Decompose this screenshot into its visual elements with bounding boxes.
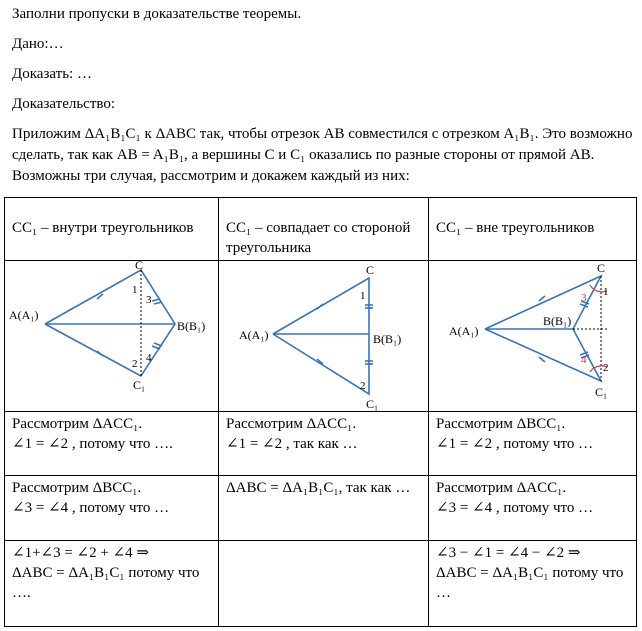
case2-header-cell [219, 198, 429, 261]
fig1-tick [154, 302, 162, 304]
fig3-tick [539, 296, 545, 301]
fig1-label-b: B(B₁) [177, 319, 206, 333]
fig1-outline [45, 270, 175, 376]
case2-header: CC₁ – совпадает со стороной треугольника [226, 220, 411, 256]
case3-header-cell [429, 198, 637, 261]
case1-figure-cell [5, 261, 219, 412]
case1-step1: Рассмотрим ΔACC₁. ∠1 = ∠2 , потому что …. [12, 416, 173, 452]
given-line: Дано:… [12, 36, 64, 52]
fig1-label-c: C [135, 261, 144, 272]
proof-intro: Приложим ΔA₁B₁C₁ к ΔABC так, чтобы отрезок AB совместился с отрезком A₁B₁. Это возможно сделать, так как AB = A₁B₁, а вершины C и C₁ оказались по разные стороны от прямой AB. Возможны три случая, рассмотрим и докажем каждый из них: [12, 126, 633, 184]
case3-step2-cell [429, 476, 637, 541]
fig1-angle-4: 4 [146, 352, 152, 364]
case2-step2: ΔABC = ΔA₁B₁C₁, так как … [226, 480, 411, 496]
figure-case1 [5, 261, 217, 411]
fig2-tick [317, 304, 323, 309]
case2-step3-cell [219, 541, 429, 627]
case3-step1-cell [429, 412, 637, 476]
fig1-angle-3: 3 [146, 294, 152, 306]
case3-step3: ∠3 − ∠1 = ∠4 − ∠2 ⇒ ΔABC = ΔA₁B₁C₁ потому что … [436, 545, 624, 601]
fig2-outline [273, 278, 369, 394]
fig3-label-b: B(B₁) [543, 314, 572, 328]
case2-figure-cell [219, 261, 429, 412]
case1-step2-cell [5, 476, 219, 541]
fig3-label-c1: C₁ [595, 385, 608, 399]
fig1-label-c1: C₁ [133, 378, 146, 392]
fig1-tick [152, 299, 160, 301]
fig3-label-a: A(A₁) [449, 324, 479, 338]
fig2-label-c: C [366, 263, 375, 277]
case2-step3 [219, 541, 428, 543]
fig3-angle-1: 1 [603, 286, 609, 298]
fig2-label-a: A(A₁) [239, 328, 269, 342]
figure-case2 [219, 261, 427, 411]
case3-step3-cell [429, 541, 637, 627]
case2-step2-cell [219, 476, 429, 541]
case1-step3: ∠1+∠3 = ∠2 + ∠4 ⇒ ΔABC = ΔA₁B₁C₁ потому что …. [12, 545, 200, 601]
fig2-label-b: B(B₁) [373, 332, 402, 346]
task-title: Заполни пропуски в доказательстве теоремы. [12, 6, 302, 22]
proof-cases-table [4, 197, 637, 627]
case2-step1-cell [219, 412, 429, 476]
fig3-label-c: C [597, 261, 606, 275]
fig3-angle-3: 3 [581, 292, 587, 304]
fig3-angle-2: 2 [603, 362, 609, 374]
case3-step2: Рассмотрим ΔACC₁. ∠3 = ∠4 , потому что … [436, 480, 594, 516]
prove-line: Доказать: … [12, 66, 92, 82]
fig2-angle-1: 1 [360, 290, 366, 302]
fig1-angle-1: 1 [132, 284, 138, 296]
fig3-angle-4: 4 [581, 354, 587, 366]
case3-header: CC₁ – вне треугольников [436, 220, 595, 236]
figure-case3 [429, 261, 635, 411]
fig2-angle-2: 2 [360, 380, 366, 392]
case1-header-cell [5, 198, 219, 261]
case1-step2: Рассмотрим ΔBCC₁. ∠3 = ∠4 , потому что … [12, 480, 170, 516]
fig1-label-a: A(A₁) [9, 308, 39, 322]
fig1-angle-2: 2 [132, 358, 138, 370]
case2-step1: Рассмотрим ΔACC₁. ∠1 = ∠2 , так как … [226, 416, 358, 452]
case3-step1: Рассмотрим ΔBCC₁. ∠1 = ∠2 , потому что … [436, 416, 594, 452]
fig2-label-c1: C₁ [366, 397, 379, 411]
case1-header: CC₁ – внутри треугольников [12, 220, 194, 236]
case1-step1-cell [5, 412, 219, 476]
case3-figure-cell [429, 261, 637, 412]
case1-step3-cell [5, 541, 219, 627]
proof-heading: Доказательство: [12, 96, 116, 112]
fig3-tick [539, 357, 545, 362]
